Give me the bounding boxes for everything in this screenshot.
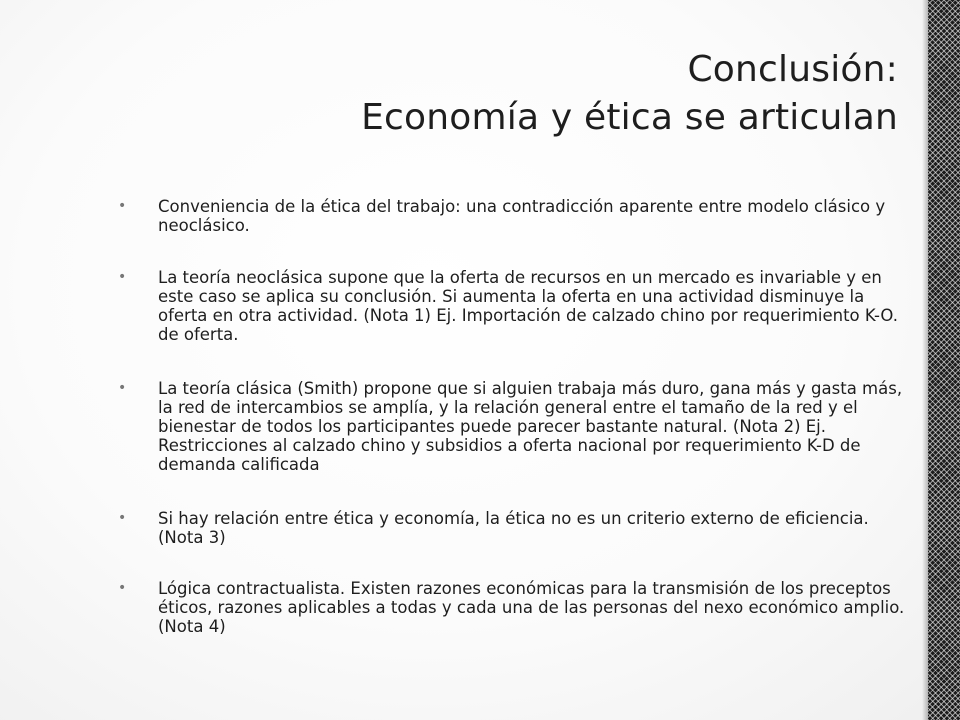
bullet-text: La teoría clásica (Smith) propone que si alguien trabaja más duro, gana más y gasta más, la red de intercambios se amplía, y la relación general entre el tamaño de la red y el bienestar de todos los participantes puede parecer bastante natural. (Nota 2) Ej. Restricciones al calzado chino y subsidios a oferta nacional por requerimiento K-D de demanda calificada xyxy=(158,379,903,474)
bullet-text: Conveniencia de la ética del trabajo: una contradicción aparente entre modelo clásico y neoclásico. xyxy=(158,197,886,235)
title-line-1: Conclusión: xyxy=(687,49,898,90)
bullet-text: La teoría neoclásica supone que la oferta de recursos en un mercado es invariable y en este caso se aplica su conclusión. Si aumenta la oferta en una actividad disminuye la oferta en otra actividad. (Nota 1) Ej. Importación de calzado chino por requerimiento K-O. de oferta. xyxy=(158,268,898,344)
bullet-text: Lógica contractualista. Existen razones económicas para la transmisión de los preceptos éticos, razones aplicables a todas y cada una de las personas del nexo económico amplio. (Nota 4) xyxy=(158,579,905,636)
bullet-icon: • xyxy=(118,198,127,214)
bullet-item xyxy=(118,379,908,474)
decorative-border xyxy=(928,0,960,720)
bullet-list xyxy=(118,197,908,636)
title-line-2: Economía y ética se articulan xyxy=(361,97,898,138)
bullet-item xyxy=(118,197,908,235)
bullet-item xyxy=(118,579,908,636)
slide-title xyxy=(198,46,898,142)
bullet-icon: • xyxy=(118,269,127,285)
bullet-item xyxy=(118,509,908,547)
bullet-icon: • xyxy=(118,380,127,396)
bullet-icon: • xyxy=(118,510,127,526)
bullet-text: Si hay relación entre ética y economía, la ética no es un criterio externo de eficiencia. (Nota 3) xyxy=(158,509,869,547)
bullet-icon: • xyxy=(118,580,127,596)
bullet-item xyxy=(118,268,908,344)
